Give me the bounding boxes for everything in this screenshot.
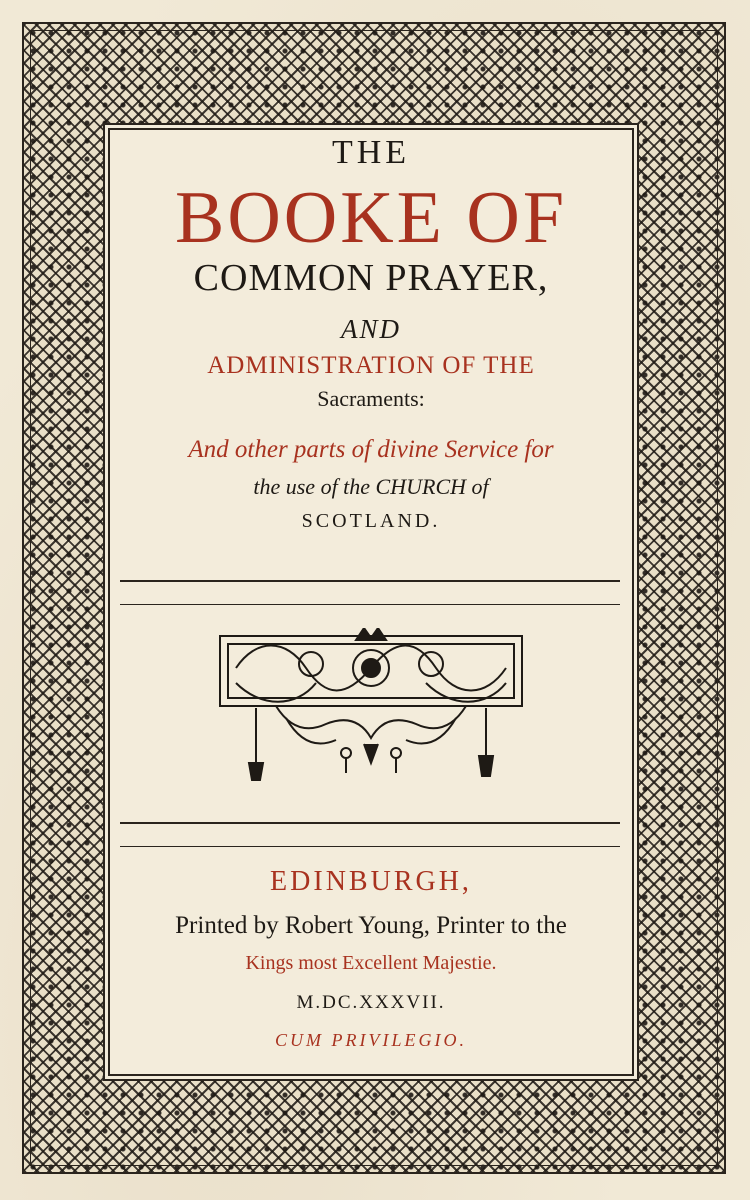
title-the: THE bbox=[331, 134, 411, 171]
rule-bottom-2 bbox=[120, 846, 620, 847]
title-booke-of: BOOKE OF bbox=[175, 177, 567, 259]
imprint-printed-by: Printed by Robert Young, Printer to the bbox=[175, 912, 567, 939]
title-other-parts: And other parts of divine Service for bbox=[188, 436, 554, 463]
title-common-prayer: COMMON PRAYER, bbox=[193, 257, 549, 299]
title-use-of-church: the use of the CHURCH of bbox=[253, 474, 489, 499]
title-administration: ADMINISTRATION OF THE bbox=[207, 352, 535, 379]
imprint-kings-majestie: Kings most Excellent Majestie. bbox=[245, 952, 497, 974]
title-sacraments: Sacraments: bbox=[317, 386, 425, 411]
rule-bottom-1 bbox=[120, 822, 620, 824]
title-and: AND bbox=[341, 314, 401, 344]
imprint-edinburgh: EDINBURGH, bbox=[270, 866, 472, 897]
imprint-year: M.DC.XXXVII. bbox=[296, 992, 446, 1013]
printers-device-ornament bbox=[216, 628, 526, 788]
title-panel bbox=[108, 128, 634, 1076]
rule-top-1 bbox=[120, 580, 620, 582]
title-scotland: SCOTLAND. bbox=[301, 510, 441, 532]
rule-top-2 bbox=[120, 604, 620, 605]
imprint-cum-privilegio: CUM PRIVILEGIO. bbox=[275, 1030, 467, 1050]
